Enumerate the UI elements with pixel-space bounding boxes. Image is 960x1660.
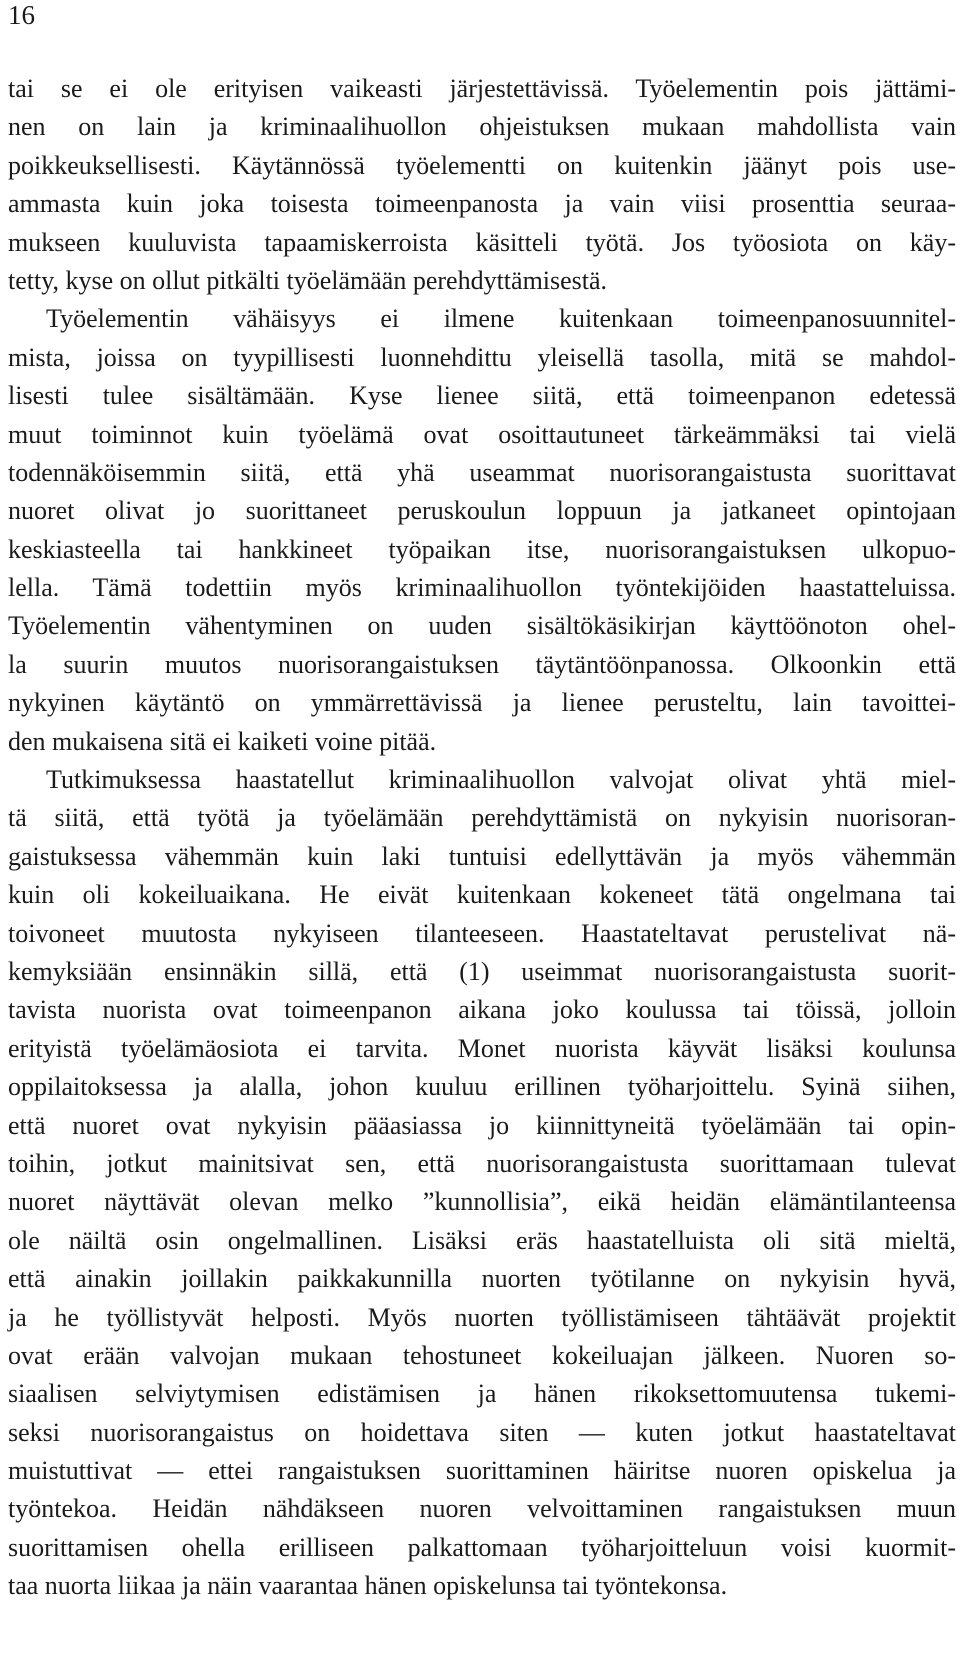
text-line: Työelementin vähäisyys ei ilmene kuitenkaan toimeenpanosuunnitel- bbox=[46, 304, 956, 334]
text-line: kuin oli kokeiluaikana. He eivät kuitenkaan kokeneet tätä ongelmana tai bbox=[8, 880, 956, 910]
text-line: seksi nuorisorangaistus on hoidettava siten — kuten jotkut haastateltavat bbox=[8, 1417, 956, 1447]
text-line: la suurin muutos nuorisorangaistuksen täytäntöönpanossa. Olkoonkin että bbox=[8, 649, 956, 679]
text-line: tetty, kyse on ollut pitkälti työelämään perehdyttämisestä. bbox=[8, 265, 608, 295]
text-line: lella. Tämä todettiin myös kriminaalihuollon työntekijöiden haastatteluissa. bbox=[8, 573, 956, 603]
page-number: 16 bbox=[8, 0, 35, 30]
text-line: den mukaisena sitä ei kaiketi voine pitää. bbox=[8, 726, 437, 756]
text-line: tavista nuorista ovat toimeenpanon aikana joko koulussa tai töissä, jolloin bbox=[8, 995, 956, 1025]
text-line: että nuoret ovat nykyisin pääasiassa jo kiinnittyneitä työelämään tai opin- bbox=[8, 1110, 956, 1140]
text-line: tai se ei ole erityisen vaikeasti järjestettävissä. Työelementin pois jättämi- bbox=[8, 74, 956, 103]
text-line: suorittamisen ohella erilliseen palkattomaan työharjoitteluun voisi kuormit- bbox=[8, 1532, 956, 1562]
text-line: oppilaitoksessa ja alalla, johon kuuluu erillinen työharjoittelu. Syinä siihen, bbox=[8, 1072, 956, 1102]
text-line: gaistuksessa vähemmän kuin laki tuntuisi edellyttävän ja myös vähemmän bbox=[8, 841, 956, 871]
body-text bbox=[8, 70, 956, 1606]
text-line: nen on lain ja kriminaalihuollon ohjeistuksen mukaan mahdollista vain bbox=[8, 112, 956, 142]
text-line: ovat erään valvojan mukaan tehostuneet kokeiluajan jälkeen. Nuoren so- bbox=[8, 1340, 956, 1370]
text-line: taa nuorta liikaa ja näin vaarantaa hänen opiskelunsa tai työntekonsa. bbox=[8, 1571, 728, 1601]
text-line: muut toiminnot kuin työelämä ovat osoittautuneet tärkeämmäksi tai vielä bbox=[8, 419, 956, 449]
text-line: nuoret näyttävät olevan melko ”kunnollisia”, eikä heidän elämäntilanteensa bbox=[8, 1187, 956, 1217]
text-line: keskiasteella tai hankkineet työpaikan itse, nuorisorangaistuksen ulkopuo- bbox=[8, 534, 956, 564]
text-line: toivoneet muutosta nykyiseen tilanteeseen. Haastateltavat perustelivat nä- bbox=[8, 918, 956, 948]
text-line: todennäköisemmin siitä, että yhä useammat nuorisorangaistusta suorittavat bbox=[8, 457, 956, 487]
text-line: nuoret olivat jo suorittaneet peruskoulun loppuun ja jatkaneet opintojaan bbox=[8, 496, 956, 526]
text-line: ammasta kuin joka toisesta toimeenpanosta ja vain viisi prosenttia seuraa- bbox=[8, 189, 956, 219]
text-line: että ainakin joillakin paikkakunnilla nuorten työtilanne on nykyisin hyvä, bbox=[8, 1264, 956, 1294]
text-line: Työelementin vähentyminen on uuden sisältökäsikirjan käyttöönoton ohel- bbox=[8, 611, 956, 641]
text-line: erityistä työelämäosiota ei tarvita. Monet nuorista käyvät lisäksi koulunsa bbox=[8, 1033, 956, 1063]
text-line: mukseen kuuluvista tapaamiskerroista käsitteli työtä. Jos työosiota on käy- bbox=[8, 227, 956, 257]
text-line: työntekoa. Heidän nähdäkseen nuoren velvoittaminen rangaistuksen muun bbox=[8, 1494, 956, 1524]
text-line: ole näiltä osin ongelmallinen. Lisäksi eräs haastatelluista oli sitä mieltä, bbox=[8, 1225, 956, 1255]
text-line: ja he työllistyvät helposti. Myös nuorten työllistämiseen tähtäävät projektit bbox=[8, 1302, 956, 1332]
text-line: mista, joissa on tyypillisesti luonnehdittu yleisellä tasolla, mitä se mahdol- bbox=[8, 342, 956, 372]
text-line: kemyksiään ensinnäkin sillä, että (1) useimmat nuorisorangaistusta suorit- bbox=[8, 956, 956, 986]
text-line: lisesti tulee sisältämään. Kyse lienee siitä, että toimeenpanon edetessä bbox=[8, 381, 956, 411]
text-line: nykyinen käytäntö on ymmärrettävissä ja lienee perusteltu, lain tavoittei- bbox=[8, 688, 956, 718]
text-line: muistuttivat — ettei rangaistuksen suorittaminen häiritse nuoren opiskelua ja bbox=[8, 1456, 956, 1486]
text-line: poikkeuksellisesti. Käytännössä työelementti on kuitenkin jäänyt pois use- bbox=[8, 150, 956, 180]
text-line: toihin, jotkut mainitsivat sen, että nuorisorangaistusta suorittamaan tulevat bbox=[8, 1148, 956, 1178]
text-line: tä siitä, että työtä ja työelämään perehdyttämistä on nykyisin nuorisoran- bbox=[8, 803, 956, 833]
text-line: Tutkimuksessa haastatellut kriminaalihuollon valvojat olivat yhtä miel- bbox=[46, 765, 956, 795]
text-line: siaalisen selviytymisen edistämisen ja hänen rikoksettomuutensa tukemi- bbox=[8, 1379, 956, 1409]
